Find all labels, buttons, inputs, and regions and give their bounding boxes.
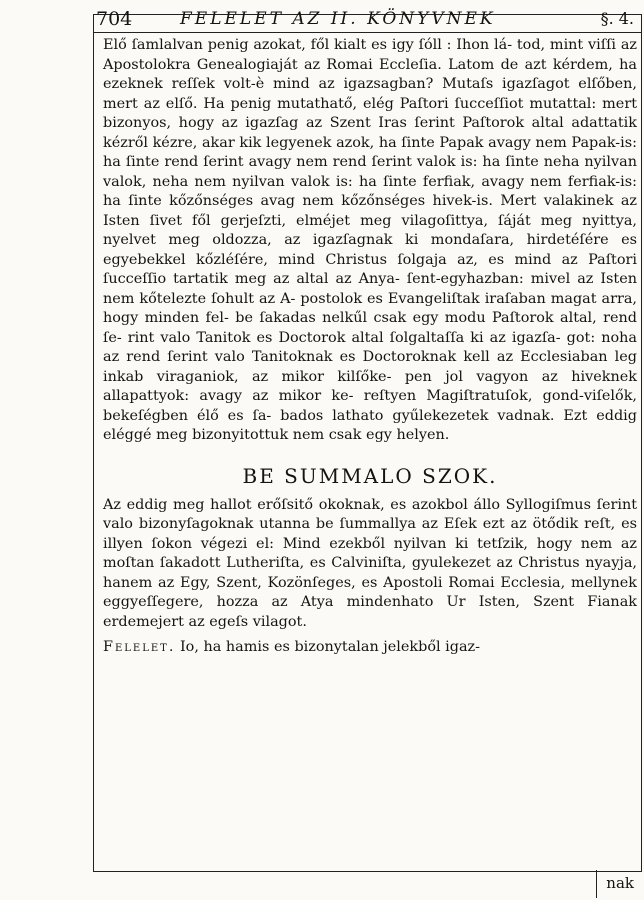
paragraph-2: Az eddig meg hallot erőſsitő okoknak, es azokbol állo Syllogiſmus ſerint valo bizonyſagoknak utanna be ſummallya az Eſek ezt az ötődik reſt, es illyen ſokon végezi el: Mind ezekből nyilvan ki tetſzik, hogy nem az moſtan ſakadott Lutheriſta, es Calviniſta, gyulekezet az Christus nyayja, hanem az Egy, Szent, Kozönſeges, es Apostoli Romai Ecclesia, mellynek eggyeſſegere, hozza az Atya mindenhato Ur Isten, Szent Fianak erdemejert az egeſs vilagot.: [103, 496, 637, 630]
catchword: nak: [606, 874, 634, 892]
answer-lead: Felelet.: [103, 639, 176, 655]
paragraph-3: [103, 638, 637, 658]
paragraph-1: Elő ſamlalvan penig azokat, fől kialt es igy ſóll : Ihon lá- tod, mint viſſi az Apostolokra Genealogiaját az Romai Eccleſia. Latom de azt kérdem, ha ezeknek reſſek volt-è mind az igazsagban? Mutaſs igazſagot elſőben, mert az elſő. Ha penig mutathatő, elég Paſtori ſucceſſiot mutattal: mert bizonyos, hogy az igazſag az Szent Iras ſerint Paſtorok altal adattatik kézről kézre, akar kik legyenek azok, ha ſinte Papak avagy nem Papak-is: ha ſinte rend ſerint avagy nem rend ſerint valok is: ha ſinte neha nyilvan valok, neha nem nyilvan valok is: ha ſinte ferfiak, avagy nem ferfiak-is: ha ſinte kőzőnséges avag nem kőzőnséges hivek-is. Mert valakinek az Isten ſivet fől gerjeſzti, elméjet meg vilagoſittya, ſáját meg nyittya, nyelvet meg oldozza, az igazſagnak ki mondaſara, hirdetéſére es egyebekkel kőzléſére, mind Christus ſolgaja az, es mind az Paſtori ſucceſſio tartatik meg az altal az Anya- ſent-egyhazban: mivel az Isten nem kőtelezte ſohult az A- postolok es Evangeliſtak iraſaban magat arra, hogy minden fel- be ſakadas nelkűl csak egy modu Paſtorok altal, rend ſe- rint valo Tanitok es Doctorok altal ſolgaltaſſa ki az igazſa- got: noha az rend ſerint valo Tanitoknak es Doctoroknak kell az Ecclesiaban leg inkab viraganiok, az mikor kilſőke- pen jol vagyon az hiveknek allapattyok: avagy az mikor ke- reſtyen Magiſtratuſok, gond-viſelők, bekeſégben élő es ſa- bados lathato gyűlekezetek vadnak. Ezt eddig eléggé meg bizonyitottuk nem csak egy helyen.: [103, 37, 637, 443]
header-rule: [93, 32, 642, 33]
page-body: [103, 36, 637, 658]
running-title: FELELET AZ II. KÖNYVNEK: [180, 9, 496, 29]
section-title: BE SUMMALO SZOK.: [242, 463, 498, 488]
page-number: 704: [96, 8, 133, 30]
paragraph-3-text: Io, ha hamis es bizonytalan jelekből igaz-: [175, 639, 481, 655]
section-mark: §. 4.: [600, 9, 634, 28]
